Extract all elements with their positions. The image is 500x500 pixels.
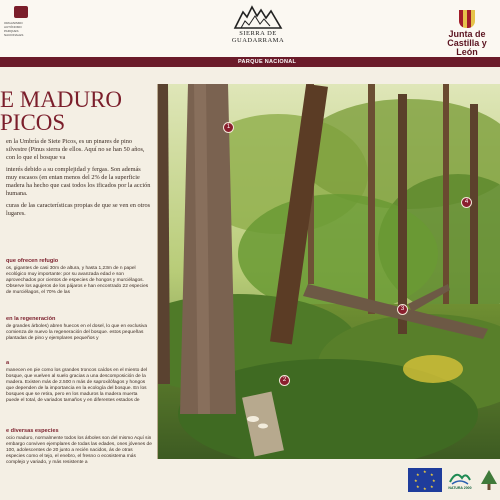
- section-text: manecen en pie como los grandes troncos caídos en el miento del bosque, que vuelven al suelo gracias a una descomposición de la madera. Existen más de 2.500 n más de saproxilófagos y hongos que dependen de la importancia en la ecología del bosque. En los bosques que se retira, pero en los maduros la madera muerta puede el total, de variados tamaños y en diferentes estados de: [6, 368, 148, 403]
- natura-2000-icon: [448, 468, 472, 486]
- natura-2000-logo: NATURA 2000: [448, 468, 472, 492]
- section-text: de grandes árboles) abren huecos en el dosel, lo que en exclusiva comienza de nuevo la regeneración del bosque. estos pequeñas plantadas de pino y ejemplares pequeños y: [6, 324, 148, 341]
- marker-1[interactable]: 1: [223, 122, 234, 133]
- section-refugio: [6, 258, 152, 296]
- header: [0, 0, 500, 58]
- tree-icon: [478, 468, 500, 492]
- section-heading: a: [6, 360, 10, 366]
- forest-illustration: [157, 84, 500, 459]
- page-title: E MADURO PICOS: [0, 87, 123, 135]
- section-especies: [6, 428, 152, 466]
- junta-castilla-leon-logo: Junta de Castilla y León: [436, 10, 498, 57]
- footer-logos: [404, 466, 500, 496]
- section-text: os, gigantes de casi 30m de altura, y hasta 1,23m de n papel ecológico muy importante: por su avanzada edad e son aprovechados por cientos de especies de hongos y murciélagos. Observe los agujeros de los pájaros e han encontrado 22 especies de murciélagos, el 70% de las: [6, 266, 149, 295]
- parque-nacional-label: PARQUE NACIONAL: [238, 59, 297, 65]
- marker-2[interactable]: 2: [279, 375, 290, 386]
- mountain-peaks-icon: [233, 4, 283, 30]
- section-text: ocio maduro, normalmente todos los árboles son del mismo Aquí sin embargo conviven ejemplares de todas las edades, ones jóvenes de 100, adolescentes de 20 junto a recién nacidos, ás de otras especies como el tejo, el enebro, el fresno o ecosistema más complejo y variado, y más resistente a: [6, 436, 152, 465]
- park-small-logo: [478, 468, 500, 492]
- organismo-logo: ORGANISMO AUTÓNOMO PARQUES NACIONALES: [4, 6, 44, 37]
- section-madera-muerta: [6, 360, 152, 404]
- eu-flag-icon: ★ ★ ★ ★ ★ ★ ★ ★: [408, 468, 442, 492]
- section-heading: en la regeneración: [6, 316, 56, 322]
- marker-3[interactable]: 3: [397, 304, 408, 315]
- section-heading: que ofrecen refugio: [6, 258, 59, 264]
- forest-scene-image: [158, 84, 500, 459]
- marker-4[interactable]: 4: [461, 197, 472, 208]
- intro-text: en la Umbría de Siete Picos, es un pinares de pino silvestre (Pinus sierra de ellos. Aquí no se han 50 años, con lo que el bosque va interés debido a su complejidad y fergas. Son además muy escasos (en entan menos del 2% de la superficie madera ha hecho que casi todos los ificados por la acción humana. curas de las características propias de que se ven en otros lugares.: [6, 138, 151, 217]
- section-regeneracion: [6, 316, 152, 342]
- section-heading: e diversas especies: [6, 428, 59, 434]
- sierra-guadarrama-logo: SIERRA DE GUADARRAMA: [228, 4, 288, 44]
- castilla-leon-crest-icon: [459, 10, 475, 28]
- organismo-crest-icon: [14, 6, 28, 18]
